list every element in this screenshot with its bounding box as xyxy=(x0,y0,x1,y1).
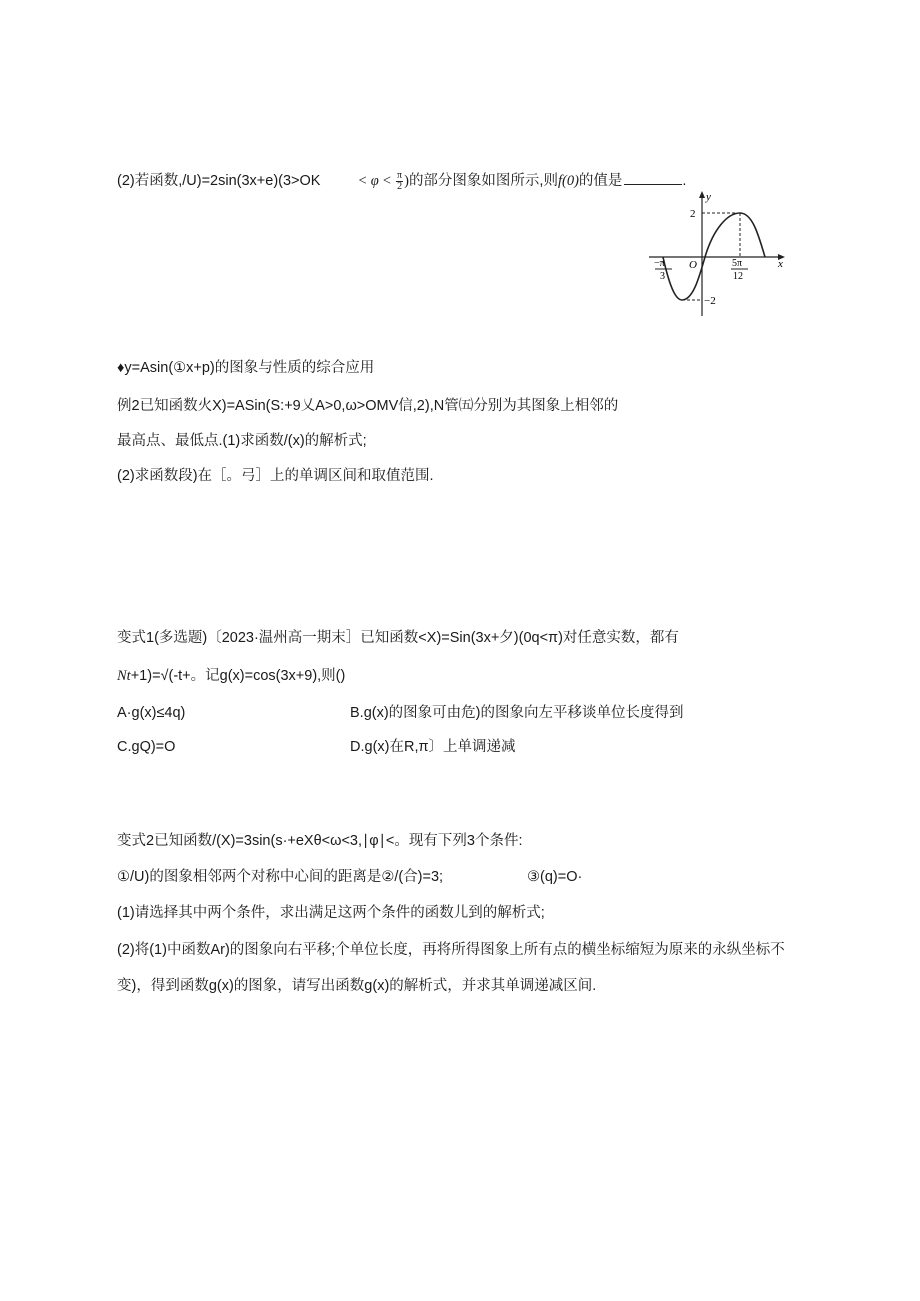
left-tick-numerator: −π xyxy=(654,258,665,269)
condition-lt-2: < xyxy=(382,173,391,189)
f-zero: f(0) xyxy=(557,173,579,189)
y-axis-label: y xyxy=(706,191,711,203)
variant-1-line-2-rest: +1)=√(-t+。记g(x)=cos(3x+9),则() xyxy=(130,668,346,684)
fraction-numerator: π xyxy=(397,169,403,181)
right-tick-denominator: 12 xyxy=(733,271,743,282)
condition-fraction xyxy=(396,171,403,192)
question-2-prefix: (2)若函数,/U)=2sin(3x+e)(3>OK xyxy=(117,173,321,189)
variant-2-line-2b: ③(q)=O· xyxy=(527,869,583,885)
x-axis-label: x xyxy=(778,258,783,270)
question-2-end: . xyxy=(682,173,687,189)
y-max-label: 2 xyxy=(690,208,696,220)
condition-lt-1: < xyxy=(358,173,367,189)
option-a: A·g(x)≤4q) xyxy=(117,705,186,721)
origin-label: O xyxy=(689,259,697,271)
question-2-suffix-2: 的值是 xyxy=(578,173,623,189)
right-tick-numerator: 5π xyxy=(732,258,743,269)
variant-1-line-2 xyxy=(117,666,345,686)
variant-2-line-4: (2)将(1)中函数Ar)的图象向右平移;个单位长度，再将所得图象上所有点的横坐标缩短为原来的永纵坐标不 xyxy=(117,942,785,958)
example-2-line-2: 最高点、最低点.(1)求函数/(x)的解析式; xyxy=(117,433,367,449)
condition-phi: φ xyxy=(370,173,379,189)
variant-2-line-1: 变式2已知函数/(X)=3sin(s·+eXθ<ω<3,∣φ∣<。现有下列3个条件: xyxy=(117,833,523,849)
variant-1-line-1: 变式1(多选题)〔2023·温州高一期末］已知函数<X)=Sin(3x+夕)(0q<π)对任意实数，都有 xyxy=(117,630,679,646)
section-title: ♦y=Asin(①x+p)的图象与性质的综合应用 xyxy=(117,360,375,376)
left-tick-denominator: 3 xyxy=(660,271,665,282)
y-min-label: −2 xyxy=(704,295,716,307)
variant-2-line-5: 变)，得到函数g(x)的图象，请写出函数g(x)的解析式，并求其单调递减区间. xyxy=(117,978,597,994)
question-2-suffix: 的部分图象如图所示,则 xyxy=(408,173,558,189)
answer-blank xyxy=(624,170,682,185)
example-2-line-1: 例2已知函数火X)=ASin(S:+9乂A>0,ω>OMV信,2),N管㈤分别为其图象上相邻的 xyxy=(117,398,619,414)
option-d: D.g(x)在R,π〕上单调递减 xyxy=(350,739,516,755)
example-2-line-3: (2)求函数段)在［。弓］上的单调区间和取值范围. xyxy=(117,468,434,484)
fraction-denominator: 2 xyxy=(397,180,403,192)
option-b: B.g(x)的图象可由危)的图象向左平移谈单位长度得到 xyxy=(350,705,684,721)
y-axis-arrow xyxy=(699,191,705,198)
option-c: C.gQ)=O xyxy=(117,739,176,755)
sine-graph-figure xyxy=(645,188,790,320)
variant-1-line-2-italic: Nt xyxy=(117,668,131,684)
variant-2-line-3: (1)请选择其中两个条件，求出满足这两个条件的函数儿到的解析式; xyxy=(117,905,545,921)
question-2-line xyxy=(117,170,686,192)
variant-2-line-2a: ①/U)的图象相邻两个对称中心间的距离是②/(合)=3; xyxy=(117,869,444,885)
condition-close: ) xyxy=(404,173,409,189)
